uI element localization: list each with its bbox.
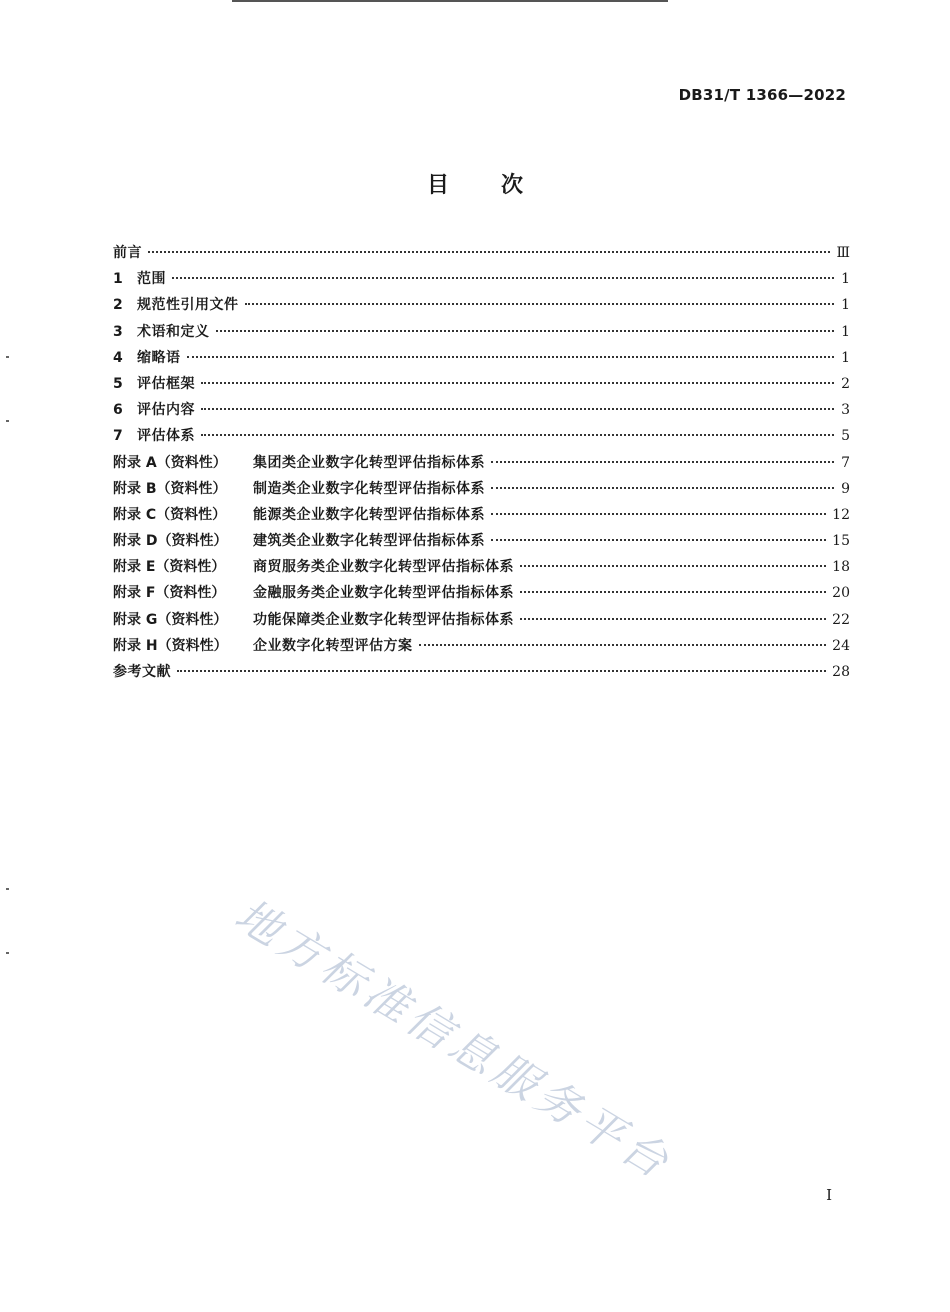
toc-entry-page: 20 [832,585,850,602]
toc-entry-label: 能源类企业数字化转型评估指标体系 [253,506,485,523]
toc-leader-dots [245,303,835,305]
toc-entry-appendix: 附录 G（资料性） [113,611,228,628]
toc-entry-appendix: 附录 C（资料性） [113,506,227,523]
toc-entry-page: 1 [841,349,850,366]
toc-entry-number: 1 [113,271,123,288]
toc-title: 目次 [426,173,575,198]
standard-code: DB31/T 1366—2022 [678,86,846,104]
toc-entry[interactable] [113,635,850,661]
toc-entry[interactable] [113,556,850,582]
toc-entry-appendix: 附录 B（资料性） [113,480,227,497]
toc-leader-dots [201,434,834,436]
toc-leader-dots [520,591,826,593]
toc-entry-label: 功能保障类企业数字化转型评估指标体系 [253,611,514,628]
toc-leader-dots [172,277,834,279]
toc-entry-label: 集团类企业数字化转型评估指标体系 [253,454,485,471]
toc-entry[interactable] [113,399,850,425]
page-number: I [826,1186,832,1204]
toc-entry[interactable] [113,661,850,687]
toc-leader-dots [491,539,826,541]
margin-mark [6,888,9,890]
toc-leader-dots [419,644,827,646]
toc-leader-dots [491,513,826,515]
toc-entry-page: 18 [832,559,850,576]
toc-entry-label: 缩略语 [137,349,181,366]
toc-leader-dots [491,487,834,489]
toc-entry-number: 6 [113,402,123,419]
toc-entry-appendix: 附录 D（资料性） [113,533,228,550]
toc-entry[interactable] [113,242,850,268]
toc-entry-label: 范围 [137,271,166,288]
toc-leader-dots [177,670,826,672]
toc-leader-dots [187,356,835,358]
toc-entry-page: 1 [841,271,850,288]
toc-entry-label: 评估框架 [137,375,195,392]
toc-entry-number: 7 [113,428,123,445]
margin-mark [6,356,9,358]
toc-entry-label: 评估体系 [137,428,195,445]
toc-entry-appendix: 附录 A（资料性） [113,454,227,471]
toc-entry[interactable] [113,268,850,294]
toc-entry-number: 3 [113,323,123,340]
toc-entry-label: 术语和定义 [137,323,210,340]
toc-entry[interactable] [113,582,850,608]
toc-entry[interactable] [113,530,850,556]
toc-entry[interactable] [113,321,850,347]
toc-leader-dots [148,251,830,253]
toc-entry[interactable] [113,609,850,635]
toc-entry[interactable] [113,452,850,478]
toc-entry-page: Ⅲ [836,245,850,261]
toc-leader-dots [520,618,826,620]
toc-entry-page: 1 [841,297,850,314]
toc-entry-page: 15 [832,533,850,550]
toc-entry-page: 22 [832,611,850,628]
toc-entry-number: 2 [113,297,123,314]
toc-entry[interactable] [113,373,850,399]
margin-mark [6,420,9,422]
toc-entry-number: 5 [113,375,123,392]
toc-entry-page: 28 [832,664,850,680]
toc-entry[interactable] [113,294,850,320]
toc-entry-label: 金融服务类企业数字化转型评估指标体系 [253,585,514,602]
toc-leader-dots [520,565,826,567]
toc-entry[interactable] [113,347,850,373]
toc-leader-dots [491,461,834,463]
top-rule [232,0,668,2]
table-of-contents [113,242,850,687]
toc-entry-appendix: 附录 F（资料性） [113,585,226,602]
toc-entry-label: 前言 [113,245,142,261]
toc-entry[interactable] [113,478,850,504]
toc-entry-appendix: 附录 E（资料性） [113,559,226,576]
toc-entry-page: 24 [832,637,850,654]
toc-entry[interactable] [113,504,850,530]
toc-entry-page: 3 [841,402,850,419]
toc-entry[interactable] [113,425,850,451]
toc-leader-dots [201,382,834,384]
toc-entry-label: 评估内容 [137,402,195,419]
toc-entry-label: 规范性引用文件 [137,297,239,314]
toc-entry-label: 商贸服务类企业数字化转型评估指标体系 [253,559,514,576]
toc-entry-label: 企业数字化转型评估方案 [253,637,413,654]
toc-entry-number: 4 [113,349,123,366]
toc-entry-appendix: 附录 H（资料性） [113,637,228,654]
toc-entry-label: 建筑类企业数字化转型评估指标体系 [253,533,485,550]
toc-entry-page: 5 [841,428,850,445]
toc-entry-page: 9 [841,480,850,497]
toc-entry-page: 2 [841,375,850,392]
toc-entry-label: 制造类企业数字化转型评估指标体系 [253,480,485,497]
toc-leader-dots [216,330,835,332]
toc-leader-dots [201,408,834,410]
toc-entry-page: 12 [832,506,850,523]
toc-entry-label: 参考文献 [113,664,171,680]
toc-entry-page: 1 [841,323,850,340]
margin-mark [6,952,9,954]
toc-entry-page: 7 [841,454,850,471]
watermark: 地方标准信息服务平台 [226,889,681,1191]
